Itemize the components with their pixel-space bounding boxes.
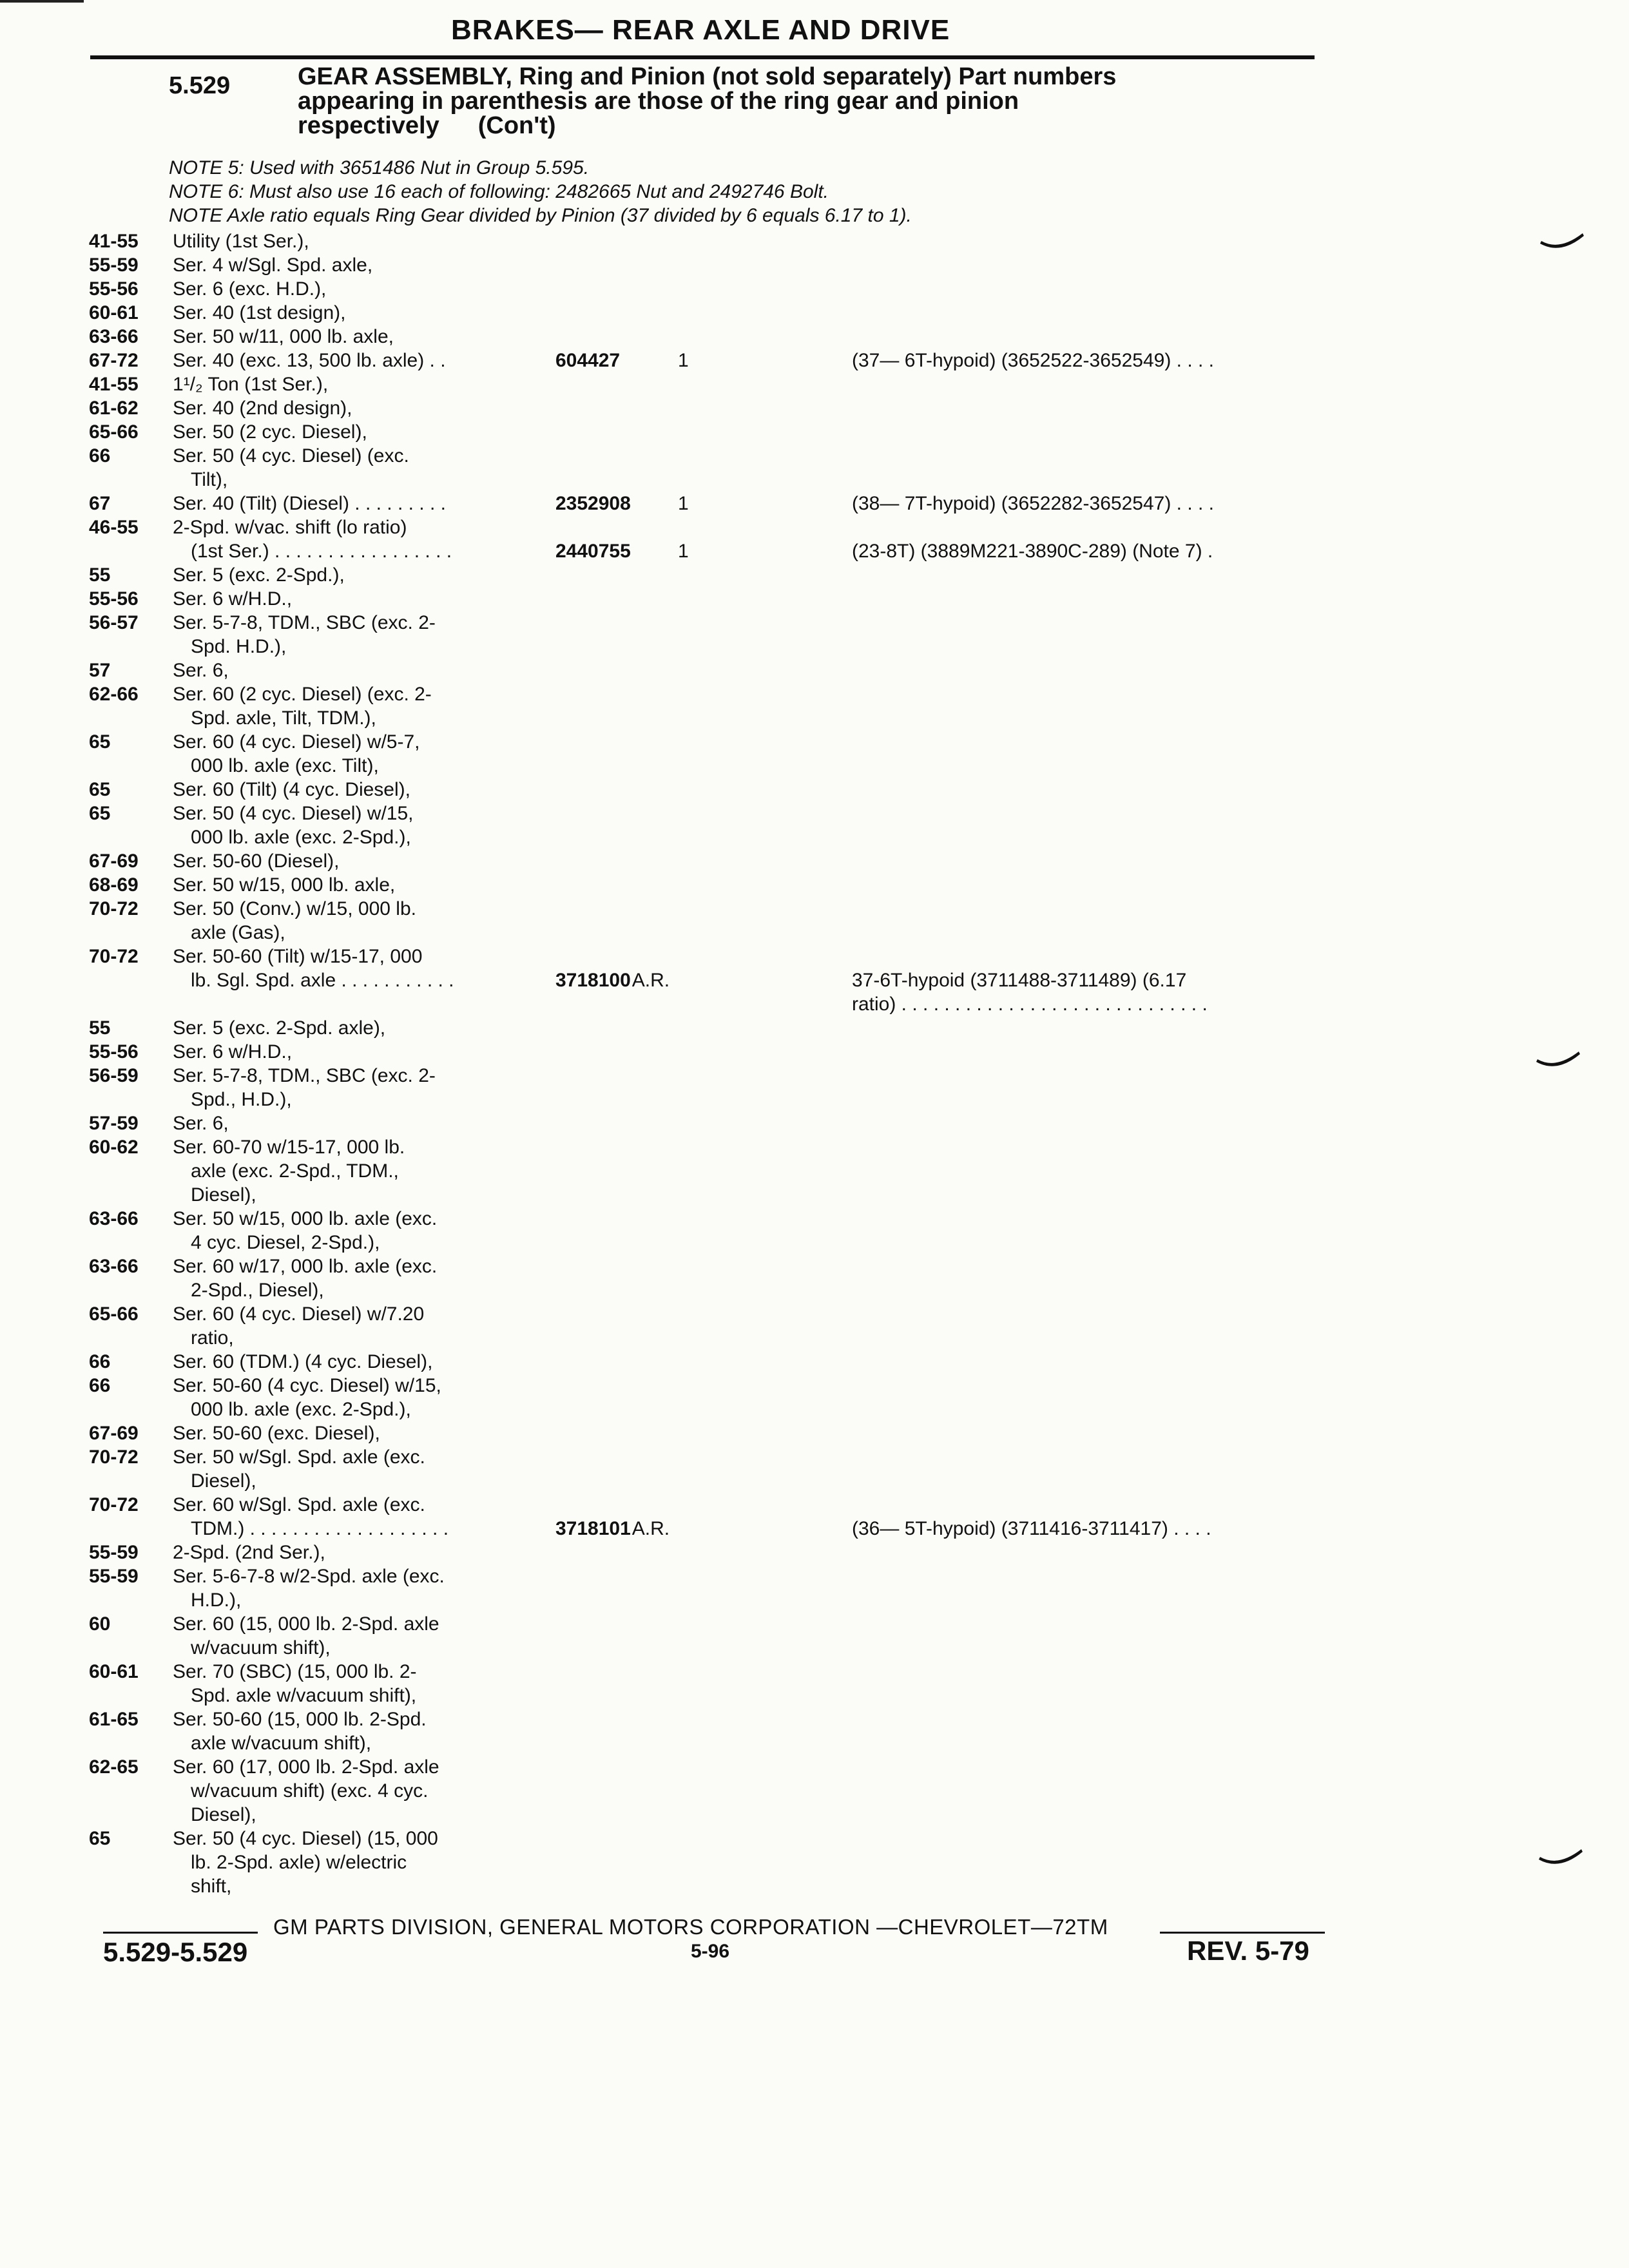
description-line: 1¹/₂ Ton (1st Ser.), [173,374,329,395]
specification-line: 37-6T-hypoid (3711488-3711489) (6.17 [852,970,1187,991]
year-range: 65-66 [89,421,139,443]
year-range: 66 [89,445,111,466]
year-range: 55-56 [89,278,139,300]
year-range: 55-59 [89,1542,139,1563]
year-range: 68-69 [89,874,139,896]
model-description [173,1350,534,1374]
description-line: Ser. 50 (2 cyc. Diesel), [173,421,367,443]
model-description [173,349,534,372]
model-description [173,1755,534,1827]
model-description [173,372,534,396]
year-range: 67-69 [89,1423,139,1444]
notes-block [169,156,912,227]
model-description [173,1040,534,1064]
gear-specification [852,1517,1211,1541]
description-line: Ser. 6 w/H.D., [173,1041,293,1062]
footer-rule-right [1160,1932,1325,1934]
model-description [173,396,534,420]
specification-line: (38— 7T-hypoid) (3652282-3652547) . . . . [852,493,1215,514]
footer-revision: REV. 5-79 [1187,1936,1309,1966]
model-description [173,1135,534,1207]
model-description [173,420,534,444]
model-description [173,1302,534,1350]
year-range: 57-59 [89,1113,139,1134]
description-line: Spd. H.D.), [191,636,287,657]
description-line: Ser. 50 w/15, 000 lb. axle (exc. [173,1208,438,1229]
footer-corporation: GM PARTS DIVISION, GENERAL MOTORS CORPORATION —CHEVROLET—72TM [273,1915,1108,1939]
description-line: Ser. 5-6-7-8 w/2-Spd. axle (exc. [173,1566,445,1587]
note: NOTE 6: Must also use 16 each of following: 2482665 Nut and 2492746 Bolt. [169,181,829,202]
model-description [173,1254,534,1302]
year-range: 55-56 [89,588,139,610]
model-description [173,444,534,492]
description-line: axle w/vacuum shift), [191,1733,372,1754]
part-number [555,349,620,372]
model-description [173,587,534,611]
section-title-respectively: respectively [298,112,439,139]
description-line: Ser. 6, [173,660,229,681]
year-range: 60-62 [89,1137,139,1158]
description-line: Ser. 60 (2 cyc. Diesel) (exc. 2- [173,684,432,705]
year-range: 56-59 [89,1065,139,1086]
page-header-title: BRAKES— REAR AXLE AND DRIVE [451,14,950,46]
year-range: 63-66 [89,1256,139,1277]
description-line: Utility (1st Ser.), [173,231,309,252]
description-line: Ser. 50 w/Sgl. Spd. axle (exc. [173,1446,425,1468]
specification-line: ratio) . . . . . . . . . . . . . . . . . . . . . . . . . . . . . [852,994,1208,1015]
description-line: Tilt), [191,469,228,490]
year-range: 56-57 [89,612,139,633]
description-line: Ser. 50 (4 cyc. Diesel) (exc. [173,445,409,466]
description-line: Spd., H.D.), [191,1089,292,1110]
model-description [173,1064,534,1111]
year-range: 55 [89,1017,111,1039]
description-line: w/vacuum shift), [191,1637,331,1658]
model-description [173,1660,534,1707]
year-range: 70-72 [89,898,139,919]
description-line: Ser. 50-60 (15, 000 lb. 2-Spd. [173,1709,427,1730]
description-line: (1st Ser.) . . . . . . . . . . . . . . . . . [191,541,452,562]
description-line: Ser. 50 w/15, 000 lb. axle, [173,874,396,896]
model-description [173,1374,534,1421]
footer-page-number: 5-96 [691,1941,730,1962]
description-line: Ser. 50 (4 cyc. Diesel) (15, 000 [173,1828,438,1849]
section-continued-marker: (Con't) [477,112,556,139]
description-line: Ser. 40 (2nd design), [173,398,352,419]
model-description [173,1111,534,1135]
model-description [173,492,534,515]
year-range: 63-66 [89,1208,139,1229]
gear-specification [852,539,1213,563]
description-line: Diesel), [191,1470,256,1492]
description-line: Ser. 60 (4 cyc. Diesel) w/5-7, [173,731,420,753]
quantity: 1 [678,493,689,514]
year-range: 41-55 [89,231,139,252]
quantity-as-required: A.R. [631,970,670,991]
footer-section-range: 5.529-5.529 [103,1937,248,1967]
description-line: Ser. 50-60 (4 cyc. Diesel) w/15, [173,1375,441,1396]
description-line: Spd. axle w/vacuum shift), [191,1685,417,1706]
model-description [173,897,534,945]
description-line: Ser. 60-70 w/15-17, 000 lb. [173,1137,405,1158]
year-range: 70-72 [89,1494,139,1515]
model-description [173,1493,534,1541]
description-line: Ser. 60 (Tilt) (4 cyc. Diesel), [173,779,410,800]
year-range: 63-66 [89,326,139,347]
model-description [173,658,534,682]
part-number [555,968,670,992]
model-description [173,1827,534,1898]
section-title [298,64,1303,138]
description-line: 2-Spd. w/vac. shift (lo ratio) [173,517,407,538]
model-description [173,1445,534,1493]
description-line: Ser. 40 (Tilt) (Diesel) . . . . . . . . . [173,493,446,514]
description-line: Ser. 70 (SBC) (15, 000 lb. 2- [173,1661,417,1682]
model-description [173,1016,534,1040]
year-range: 65-66 [89,1303,139,1325]
description-line: Ser. 4 w/Sgl. Spd. axle, [173,255,373,276]
description-line: H.D.), [191,1590,242,1611]
description-line: Ser. 6 w/H.D., [173,588,293,610]
description-line: 000 lb. axle (exc. 2-Spd.), [191,1399,411,1420]
specification-line: (37— 6T-hypoid) (3652522-3652549) . . . . [852,350,1215,371]
year-range: 66 [89,1351,111,1372]
year-range: 41-55 [89,374,139,395]
year-range: 70-72 [89,1446,139,1468]
description-line: Ser. 50 w/11, 000 lb. axle, [173,326,394,347]
model-description [173,611,534,658]
description-line: Ser. 60 (4 cyc. Diesel) w/7.20 [173,1303,425,1325]
model-description [173,1207,534,1254]
section-title-line-2: appearing in parenthesis are those of the ring gear and pinion [298,88,1019,115]
model-description [173,945,534,992]
part-number [555,539,631,563]
description-line: Ser. 5 (exc. 2-Spd.), [173,564,345,586]
description-line: Ser. 60 w/17, 000 lb. axle (exc. [173,1256,438,1277]
description-line: lb. 2-Spd. axle) w/electric [191,1852,407,1873]
description-line: Ser. 5-7-8, TDM., SBC (exc. 2- [173,612,436,633]
model-description [173,253,534,277]
description-line: shift, [191,1876,232,1897]
description-line: 000 lb. axle (exc. Tilt), [191,755,379,776]
description-line: Ser. 6, [173,1113,229,1134]
model-description [173,515,534,539]
section-title-line-3 [298,113,1303,138]
description-line: ratio, [191,1327,234,1349]
corner-rule [0,0,84,3]
year-range: 66 [89,1375,111,1396]
footer-rule-left [103,1932,258,1934]
binding-mark-icon [1540,227,1585,253]
description-line: Ser. 50-60 (exc. Diesel), [173,1423,380,1444]
description-line: lb. Sgl. Spd. axle . . . . . . . . . . . [191,970,454,991]
gear-specification [852,492,1214,515]
model-description [173,802,534,849]
header-rule [90,55,1315,59]
year-range: 57 [89,660,111,681]
part-number-value: 2352908 [555,493,631,514]
binding-mark-icon [1536,1045,1581,1071]
year-range: 67 [89,493,111,514]
part-number [555,1517,670,1541]
part-number-value: 604427 [555,350,621,371]
description-line: 2-Spd., Diesel), [191,1280,324,1301]
description-line: Ser. 6 (exc. H.D.), [173,278,327,300]
model-description [173,730,534,778]
model-description [173,325,534,349]
description-line: Ser. 5 (exc. 2-Spd. axle), [173,1017,386,1039]
description-line: Ser. 60 (15, 000 lb. 2-Spd. axle [173,1613,439,1635]
description-line: Ser. 50-60 (Tilt) w/15-17, 000 [173,946,423,967]
year-range: 60-61 [89,302,139,323]
year-range: 65 [89,1828,111,1849]
year-range: 67-72 [89,350,139,371]
specification-line: (36— 5T-hypoid) (3711416-3711417) . . . . [852,1518,1211,1539]
year-range: 55-59 [89,1566,139,1587]
year-range: 61-65 [89,1709,139,1730]
year-range: 60 [89,1613,111,1635]
description-line: Ser. 40 (1st design), [173,302,346,323]
description-line: Ser. 60 w/Sgl. Spd. axle (exc. [173,1494,425,1515]
description-line: axle (exc. 2-Spd., TDM., [191,1160,399,1182]
model-description [173,229,534,253]
year-range: 65 [89,803,111,824]
model-description [173,778,534,802]
description-line: 2-Spd. (2nd Ser.), [173,1542,325,1563]
description-line: Ser. 60 (17, 000 lb. 2-Spd. axle [173,1756,439,1778]
description-line: Diesel), [191,1804,256,1825]
quantity: 1 [678,350,689,371]
part-number-value: 3718100 [555,970,631,991]
description-line: Spd. axle, Tilt, TDM.), [191,707,376,729]
year-range: 62-65 [89,1756,139,1778]
description-line: Ser. 60 (TDM.) (4 cyc. Diesel), [173,1351,433,1372]
description-line: Ser. 50-60 (Diesel), [173,850,340,872]
year-range: 61-62 [89,398,139,419]
description-line: Ser. 40 (exc. 13, 500 lb. axle) . . [173,350,446,371]
year-range: 62-66 [89,684,139,705]
model-description [173,563,534,587]
year-range: 46-55 [89,517,139,538]
gear-specification [852,968,1208,1016]
model-description [173,1564,534,1612]
model-description [173,849,534,873]
model-description [173,1707,534,1755]
model-description [173,301,534,325]
model-description [173,682,534,730]
year-range: 65 [89,779,111,800]
part-number-value: 2440755 [555,541,631,562]
year-range: 55 [89,564,111,586]
model-description [173,1612,534,1660]
description-line: Diesel), [191,1184,256,1206]
year-range: 55-59 [89,255,139,276]
note: NOTE Axle ratio equals Ring Gear divided by Pinion (37 divided by 6 equals 6.17 to 1). [169,205,912,226]
binding-mark-icon [1539,1843,1584,1869]
section-number: 5.529 [169,72,231,99]
model-description [173,873,534,897]
year-range: 65 [89,731,111,753]
description-line: Ser. 5-7-8, TDM., SBC (exc. 2- [173,1065,436,1086]
description-line: TDM.) . . . . . . . . . . . . . . . . . . . [191,1518,449,1539]
description-line: 4 cyc. Diesel, 2-Spd.), [191,1232,380,1253]
year-range: 67-69 [89,850,139,872]
model-description [173,1541,534,1564]
model-description [173,277,534,301]
description-line: w/vacuum shift) (exc. 4 cyc. [191,1780,429,1802]
part-number [555,492,631,515]
quantity-as-required: A.R. [631,1518,670,1539]
year-range: 60-61 [89,1661,139,1682]
description-line: Ser. 50 (Conv.) w/15, 000 lb. [173,898,416,919]
year-range: 55-56 [89,1041,139,1062]
gear-specification [852,349,1214,372]
quantity: 1 [678,541,689,562]
model-description [173,1421,534,1445]
part-number-value: 3718101 [555,1518,631,1539]
note: NOTE 5: Used with 3651486 Nut in Group 5.595. [169,157,590,178]
section-title-line-1: GEAR ASSEMBLY, Ring and Pinion (not sold separately) Part numbers [298,63,1117,90]
year-range: 70-72 [89,946,139,967]
model-description [173,539,534,563]
description-line: axle (Gas), [191,922,285,943]
description-line: Ser. 50 (4 cyc. Diesel) w/15, [173,803,414,824]
specification-line: (23-8T) (3889M221-3890C-289) (Note 7) . [852,541,1213,562]
description-line: 000 lb. axle (exc. 2-Spd.), [191,827,411,848]
